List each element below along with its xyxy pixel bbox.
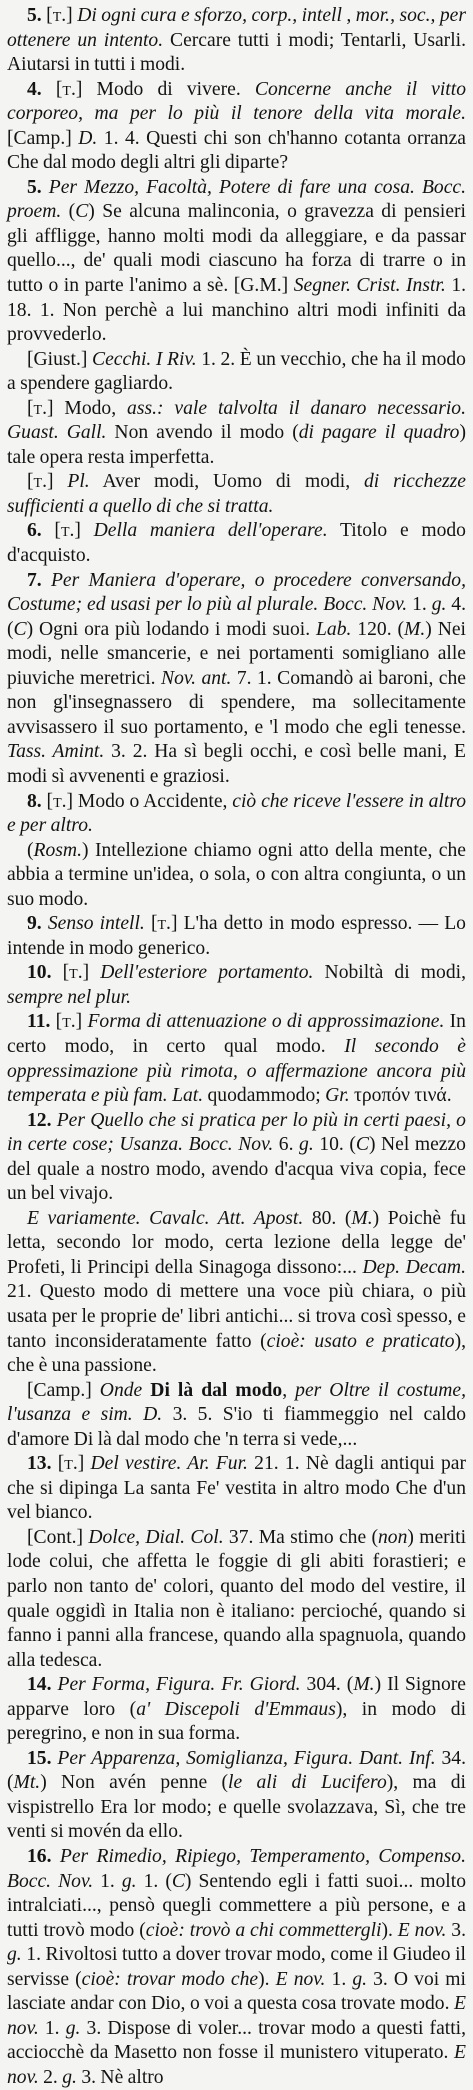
entry-s7: 7. Per Maniera d'operare, o procedere conversando, Costume; ed usasi per lo più al plurale. Bocc. Nov. 1. g. 4. (C) Ogni ora più lodando i modi suoi. Lab. 120. (M.) Nei modi, nelle smancerie, e nei portamenti somigliano alle piuviche meretrici. Nov. ant. 7. 1. Comandò ai baroni, che non gl'insegnassero di spendere, ma sollecitamente avvisassero il suo portamento, e 'l modo che egli tenesse. Tass. Amint. 3. 2. Ha sì begli occhi, e così belle mani, E modi sì avvenenti e graziosi. — [7, 569, 467, 787]
entry-s10: 10. [t.] Dell'esteriore portamento. Nobiltà di modi, sempre nel plur. — [7, 962, 466, 1008]
entry-s8: 8. [t.] Modo o Accidente, ciò che riceve l'essere in altro e per altro. — [7, 790, 466, 837]
entry-s15: 15. Per Apparenza, Somiglianza, Figura. Dant. Inf. 34. (Mt.) Non avén penne (le ali di Lucifero), ma di vispistrello Era lor modo; e quelle svolazzava, Sì, che tre venti si movén da ello. — [7, 1747, 466, 1843]
entry-s12b: E variamente. Cavalc. Att. Apost. 80. (M.) Poichè fu letta, secondo lor modo, certa lezione della legge de' Profeti, li Principi della Sinagoga dissono:... Dep. Decam. 21. Questo modo di mettere una voce più chiara, o più usata per le proprie de' libri antichi... si trova così spesso, e tanto inconsideratamente fatto (cioè: usato e praticato), che è una passione. — [7, 1207, 466, 1377]
entry-s5e: [t.] Pl. Aver modi, Uomo di modi, di ricchezze sufficienti a quello di che si tratta. — [7, 471, 466, 517]
entry-s12: 12. Per Quello che si pratica per lo più in certi paesi, o in certe cose; Usanza. Bocc. Nov. 6. g. 10. (C) Nel mezzo del quale a nostro modo, avendo d'acqua viva copia, fece un bel vivajo. — [7, 1109, 466, 1205]
entry-s11: 11. [t.] Forma di attenuazione o di approssimazione. In certo modo, in certo qual modo. Il secondo è oppressimazione più rimota, o affermazione ancora più temperata e più fam. Lat. quodammodo; Gr. τροπόν τινά. — [7, 1011, 467, 1107]
entry-s9: 9. Senso intell. [t.] L'ha detto in modo espresso. — Lo intende in modo generico. — [7, 913, 466, 959]
entry-s5c: [Giust.] Cecchi. I Riv. 1. 2. È un vecchio, che ha il modo a spendere gagliardo. — [7, 348, 466, 395]
entry-s4: 4. [t.] Modo di vivere. Concerne anche il vitto corporeo, ma per lo più il tenore della vita morale. [Camp.] D. 1. 4. Questi chi son ch'hanno cotanta orranza Che dal modo degli altri gli diparte? — [7, 78, 466, 174]
entry-s13b: [Cont.] Dolce, Dial. Col. 37. Ma stimo che (non) meriti lode colui, che affetta le foggie di gli abiti forastieri; e parlo non tanto de' colori, quanto del modo del vestire, il quale oggidì in Italia non è italiano: percioché, quando si fanno i panni alla francese, quando alla spagnuola, quando alla tedesca. — [7, 1526, 467, 1671]
entry-s5d: [t.] Modo, ass.: vale talvolta il danaro necessario. Guast. Gall. Non avendo il modo (di pagare il quadro) tale opera resta imperfetta. — [7, 397, 466, 468]
entry-s16: 16. Per Rimedio, Ripiego, Temperamento, Compenso. Bocc. Nov. 1. g. 1. (C) Sentendo egli i fatti suoi... molto intralciati..., pensò quegli commettere a più persone, e a tutti trovò modo (cioè: trovò a chi commettergli). E nov. 3. g. 1. Rivoltosi tutto a dover trovar modo, come il Giudeo il servisse (cioè: trovar modo che). E nov. 1. g. 3. O voi mi lasciate andar con Dio, o voi a questa cosa trovate modo. E nov. 1. g. 3. Dispose di voler... trovar modo a questi fatti, acciocchè da Masetto non fosse il munistero vituperato. E nov. 2. g. 3. Nè altro — [7, 1846, 466, 2088]
entry-s5: 5. [t.] Di ogni cura e sforzo, corp., intell , mor., soc., per ottenere un intento. Cercare tutti i modi; Tentarli, Usarli. Aiutarsi in tutti i modi. — [7, 5, 466, 76]
entry-s13: 13. [t.] Del vestire. Ar. Fur. 21. 1. Nè dagli antiqui par che si dipinga La santa Fe' vestita in altro modo Che d'un vel bianco. — [7, 1453, 466, 1524]
entry-s12c: [Camp.] Onde Di là dal modo, per Oltre il costume, l'usanza e sim. D. 3. 5. S'io ti fiammeggio nel caldo d'amore Di là dal modo che 'n terra si vede,... — [7, 1379, 466, 1450]
entry-s5b: 5. Per Mezzo, Facoltà, Potere di fare una cosa. Bocc. proem. (C) Se alcuna malinconia, o gravezza di pensieri gli affligge, hanno molti modi da alleggiare, e da passar quello..., de' quali modi ciascuno ha forza di trarre o in tutto o in parte l'animo a sè. [G.M.] Segner. Crist. Instr. 1. 18. 1. Non perchè a lui manchino altri modi infiniti da provvederlo. — [7, 176, 467, 346]
entry-s8b: (Rosm.) Intellezione chiamo ogni atto della mente, che abbia a termine un'idea, o sola, o con altra congiunta, o un suo modo. — [7, 839, 466, 910]
entry-s6: 6. [t.] Della maniera dell'operare. Titolo e modo d'acquisto. — [7, 520, 466, 567]
entry-s14: 14. Per Forma, Figura. Fr. Giord. 304. (M.) Il Signore apparve loro (a' Discepoli d'Emmaus), in modo di peregrino, e non in sua forma. — [7, 1674, 467, 1745]
